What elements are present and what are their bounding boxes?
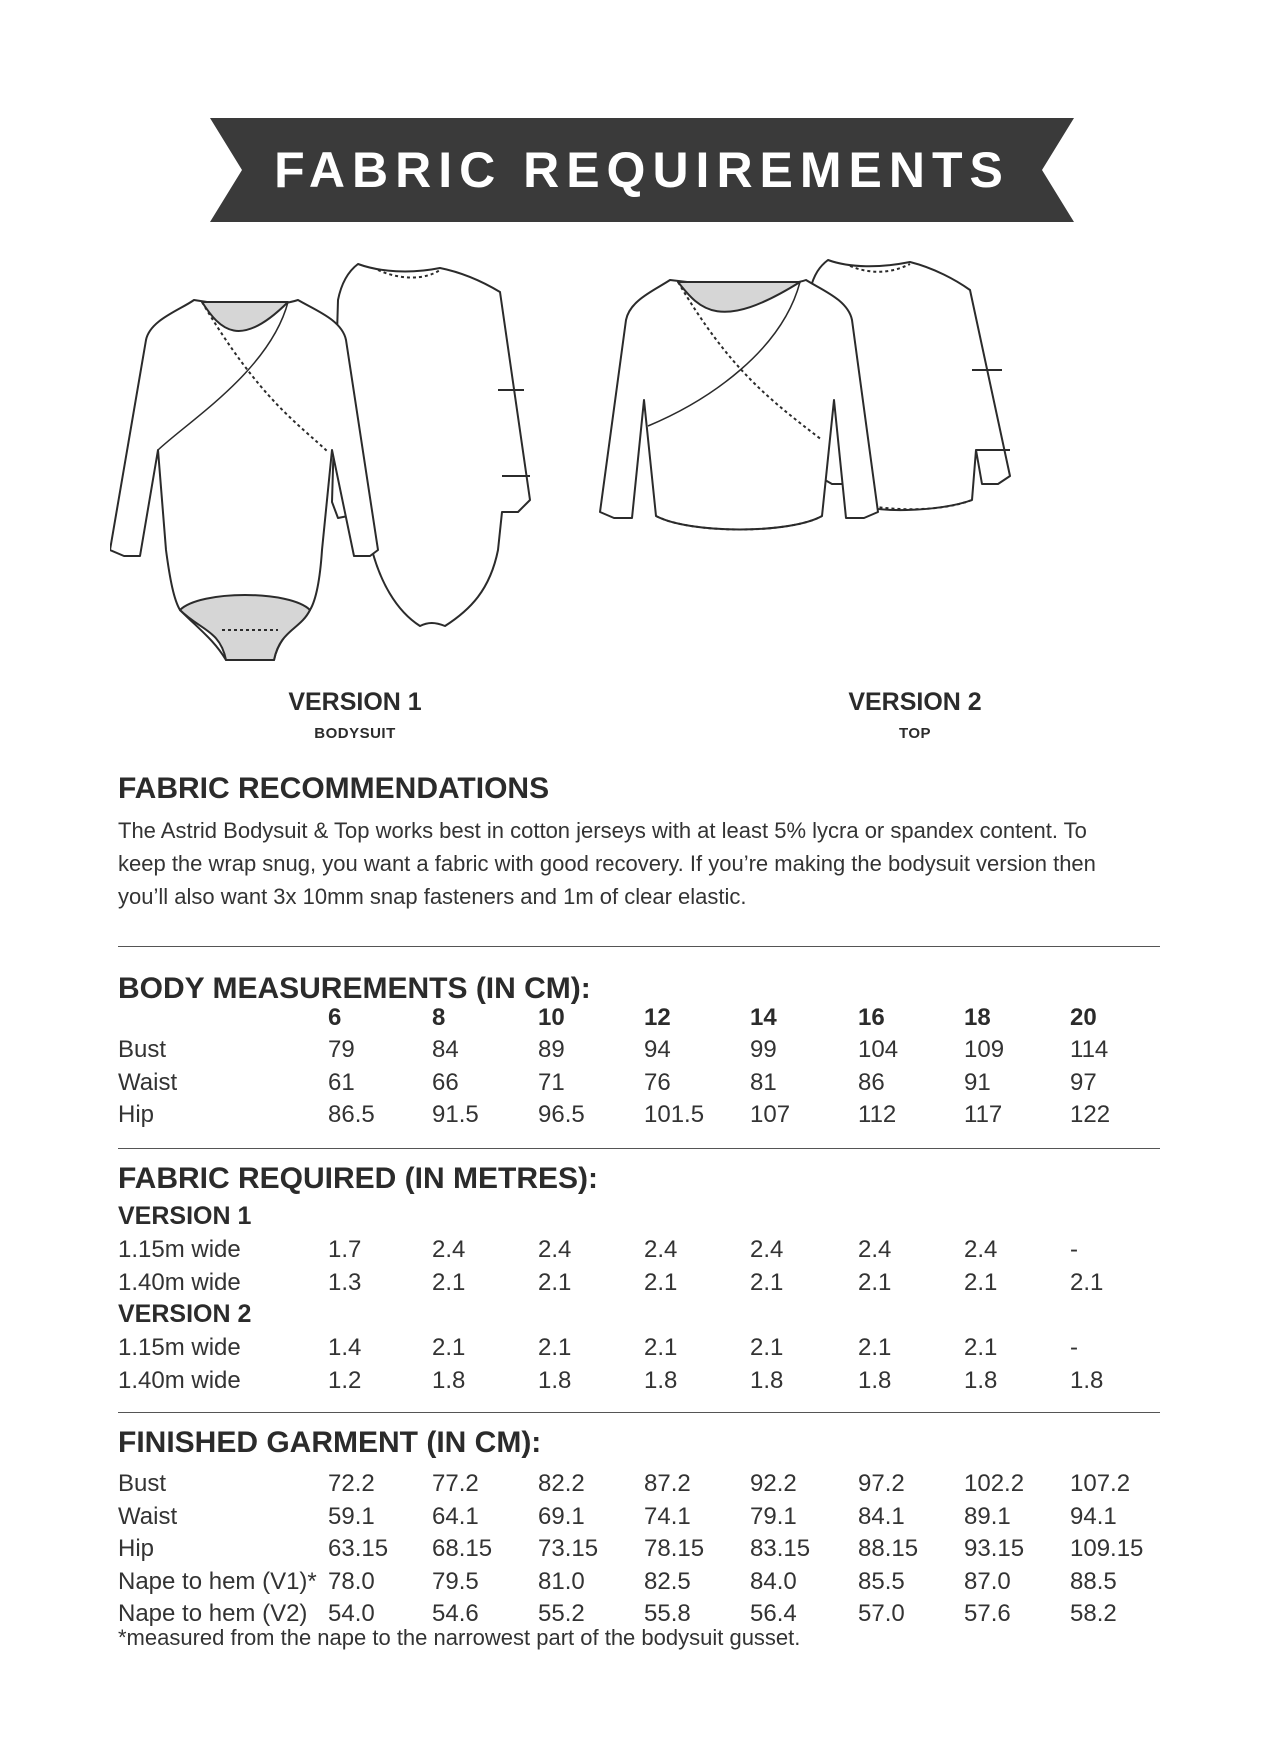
table-cell: 86 xyxy=(858,1068,885,1096)
table-cell: 81 xyxy=(750,1068,777,1096)
table-cell: 84.1 xyxy=(858,1502,905,1530)
table-cell: 78.15 xyxy=(644,1535,705,1562)
table-cell: 2.4 xyxy=(538,1236,572,1263)
table-cell: 79.1 xyxy=(750,1502,797,1530)
body-measurements-heading: BODY MEASUREMENTS (IN CM): xyxy=(118,972,591,1005)
table-cell: 107 xyxy=(750,1101,791,1128)
row-label: Hip xyxy=(118,1101,155,1128)
recommendation-line: The Astrid Bodysuit & Top works best in cotton jerseys with at least 5% lycra or spandex content. To xyxy=(118,818,1087,843)
table-cell: 57.6 xyxy=(964,1600,1011,1627)
table-row xyxy=(118,1568,1178,1600)
table-cell: 2.1 xyxy=(964,1334,998,1361)
table-cell: 84.0 xyxy=(750,1567,797,1595)
size-header-cell: 20 xyxy=(1070,1004,1097,1031)
size-header-cell: 16 xyxy=(858,1004,885,1031)
table-cell: 79.5 xyxy=(432,1567,479,1595)
table-cell: 69.1 xyxy=(538,1502,585,1530)
table-cell: 102.2 xyxy=(964,1470,1025,1497)
table-cell: 74.1 xyxy=(644,1502,691,1530)
table-row xyxy=(118,1503,1178,1535)
table-cell: 82.5 xyxy=(644,1567,691,1595)
table-cell: 112 xyxy=(858,1101,897,1128)
table-cell: 114 xyxy=(1070,1036,1109,1063)
table-cell: 1.3 xyxy=(328,1268,362,1296)
table-cell: - xyxy=(1070,1334,1078,1361)
table-cell: 66 xyxy=(432,1068,459,1096)
table-cell: 57.0 xyxy=(858,1600,905,1627)
table-cell: 101.5 xyxy=(644,1101,705,1128)
table-cell: 96.5 xyxy=(538,1101,585,1128)
garment-illustrations xyxy=(110,250,1170,680)
table-cell: 61 xyxy=(328,1068,355,1096)
table-cell: 56.4 xyxy=(750,1600,797,1627)
size-header-cell: 8 xyxy=(432,1004,446,1031)
table-cell: 84 xyxy=(432,1036,459,1063)
table-cell: 59.1 xyxy=(328,1502,375,1530)
recommendation-line: you’ll also want 3x 10mm snap fasteners and 1m of clear elastic. xyxy=(118,884,747,909)
size-header-cell: 14 xyxy=(750,1004,777,1031)
size-header-cell: 12 xyxy=(644,1004,671,1031)
table-cell: 2.4 xyxy=(858,1236,892,1263)
size-header-row xyxy=(118,1004,1178,1036)
table-cell: 87.0 xyxy=(964,1567,1011,1595)
table-cell: 107.2 xyxy=(1070,1470,1131,1497)
table-cell: 92.2 xyxy=(750,1470,797,1497)
section-divider xyxy=(118,1148,1160,1149)
fabric-recommendations-text xyxy=(118,814,1178,913)
table-cell: 79 xyxy=(328,1036,355,1063)
table-cell: 1.8 xyxy=(858,1366,892,1394)
table-cell: 2.1 xyxy=(644,1268,678,1296)
top-front-illustration xyxy=(600,280,878,530)
table-cell: 2.1 xyxy=(964,1268,998,1296)
table-row xyxy=(118,1334,1178,1366)
table-cell: 2.1 xyxy=(750,1334,784,1361)
table-cell: 78.0 xyxy=(328,1567,375,1595)
version-1-label xyxy=(205,688,505,742)
table-cell: 97.2 xyxy=(858,1470,905,1497)
table-cell: 94 xyxy=(644,1036,671,1063)
table-cell: 2.4 xyxy=(964,1236,998,1263)
table-cell: 1.8 xyxy=(1070,1366,1104,1394)
table-cell: 85.5 xyxy=(858,1567,905,1595)
table-cell: 88.15 xyxy=(858,1535,919,1562)
row-label: Waist xyxy=(118,1068,178,1096)
table-cell: 2.1 xyxy=(432,1268,466,1296)
table-cell: 55.2 xyxy=(538,1600,585,1627)
table-cell: 109.15 xyxy=(1070,1535,1144,1562)
row-label: Nape to hem (V2) xyxy=(118,1600,308,1627)
version-1-title: VERSION 1 xyxy=(288,688,422,716)
table-cell: 68.15 xyxy=(432,1535,493,1562)
row-label: 1.15m wide xyxy=(118,1334,241,1361)
table-cell: 2.1 xyxy=(644,1334,678,1361)
table-cell: 122 xyxy=(1070,1101,1111,1128)
table-cell: 55.8 xyxy=(644,1600,691,1627)
row-label: Bust xyxy=(118,1470,167,1497)
fabric-version-1-label: VERSION 1 xyxy=(118,1202,252,1230)
table-cell: 117 xyxy=(964,1101,1003,1128)
table-cell: 1.8 xyxy=(538,1366,572,1394)
table-cell: 1.8 xyxy=(644,1366,678,1394)
table-cell: 1.8 xyxy=(964,1366,998,1394)
table-cell: 87.2 xyxy=(644,1470,691,1497)
table-cell: 2.1 xyxy=(750,1268,784,1296)
table-cell: 99 xyxy=(750,1036,777,1063)
table-cell: 1.2 xyxy=(328,1366,362,1394)
table-cell: 1.7 xyxy=(328,1236,362,1263)
table-cell: 2.1 xyxy=(858,1268,892,1296)
recommendation-line: keep the wrap snug, you want a fabric with good recovery. If you’re making the bodysuit version then xyxy=(118,851,1096,876)
bodysuit-front-illustration xyxy=(110,300,378,660)
table-cell: 82.2 xyxy=(538,1470,585,1497)
section-divider xyxy=(118,1412,1160,1413)
version-2-subtitle: TOP xyxy=(898,725,932,742)
section-divider xyxy=(118,946,1160,947)
table-cell: 2.4 xyxy=(432,1236,466,1263)
table-row xyxy=(118,1036,1178,1068)
table-cell: 73.15 xyxy=(538,1535,599,1562)
page-title: FABRIC REQUIREMENTS xyxy=(274,142,1010,198)
table-cell: 2.4 xyxy=(644,1236,678,1263)
finished-garment-heading: FINISHED GARMENT (IN CM): xyxy=(118,1426,542,1459)
table-cell: 109 xyxy=(964,1036,1005,1063)
table-cell: 2.1 xyxy=(1070,1268,1104,1296)
title-banner xyxy=(210,118,1074,222)
table-cell: 94.1 xyxy=(1070,1502,1117,1530)
table-row xyxy=(118,1367,1178,1399)
table-cell: 89 xyxy=(538,1036,565,1063)
fabric-required-heading: FABRIC REQUIRED (IN METRES): xyxy=(118,1162,598,1195)
table-cell: 2.1 xyxy=(538,1334,572,1361)
table-row xyxy=(118,1470,1178,1502)
table-row xyxy=(118,1101,1178,1133)
size-header-cell: 6 xyxy=(328,1004,342,1031)
version-2-title: VERSION 2 xyxy=(848,688,982,716)
row-label: Bust xyxy=(118,1036,167,1063)
row-label: Waist xyxy=(118,1502,178,1530)
table-cell: 93.15 xyxy=(964,1535,1025,1562)
row-label: 1.15m wide xyxy=(118,1236,241,1263)
version-1-subtitle: BODYSUIT xyxy=(314,725,396,742)
fabric-recommendations-heading: FABRIC RECOMMENDATIONS xyxy=(118,772,550,805)
table-cell: 2.1 xyxy=(538,1268,572,1296)
table-cell: 71 xyxy=(538,1068,565,1096)
table-cell: 1.8 xyxy=(750,1366,784,1394)
version-2-label xyxy=(765,688,1065,742)
table-cell: 1.4 xyxy=(328,1334,362,1361)
table-cell: 97 xyxy=(1070,1068,1097,1096)
table-cell: 64.1 xyxy=(432,1502,479,1530)
fabric-version-2-label: VERSION 2 xyxy=(118,1300,252,1328)
table-cell: 83.15 xyxy=(750,1535,811,1562)
table-cell: 58.2 xyxy=(1070,1600,1117,1627)
table-cell: 88.5 xyxy=(1070,1567,1117,1595)
row-label: 1.40m wide xyxy=(118,1268,241,1296)
footnote: *measured from the nape to the narrowest part of the bodysuit gusset. xyxy=(118,1625,801,1650)
size-header-cell: 10 xyxy=(538,1004,565,1031)
table-row xyxy=(118,1269,1178,1301)
table-cell: 54.0 xyxy=(328,1600,375,1627)
table-cell: 2.1 xyxy=(432,1334,466,1361)
table-cell: 104 xyxy=(858,1036,899,1063)
table-cell: 54.6 xyxy=(432,1600,479,1627)
table-cell: 1.8 xyxy=(432,1366,466,1394)
table-cell: 91 xyxy=(964,1068,991,1096)
size-header-cell: 18 xyxy=(964,1004,991,1031)
table-cell: 77.2 xyxy=(432,1470,479,1497)
table-cell: 2.1 xyxy=(858,1334,892,1361)
table-cell: 63.15 xyxy=(328,1535,389,1562)
table-cell: 72.2 xyxy=(328,1470,375,1497)
row-label: 1.40m wide xyxy=(118,1366,241,1394)
table-cell: 91.5 xyxy=(432,1101,479,1128)
table-cell: - xyxy=(1070,1236,1078,1263)
table-cell: 2.4 xyxy=(750,1236,784,1263)
table-cell: 76 xyxy=(644,1068,671,1096)
table-cell: 86.5 xyxy=(328,1101,375,1128)
table-row xyxy=(118,1236,1178,1268)
row-label: Nape to hem (V1)* xyxy=(118,1567,317,1595)
row-label: Hip xyxy=(118,1535,155,1562)
table-cell: 89.1 xyxy=(964,1502,1011,1530)
table-row xyxy=(118,1069,1178,1101)
table-cell: 81.0 xyxy=(538,1567,585,1595)
table-row xyxy=(118,1535,1178,1567)
